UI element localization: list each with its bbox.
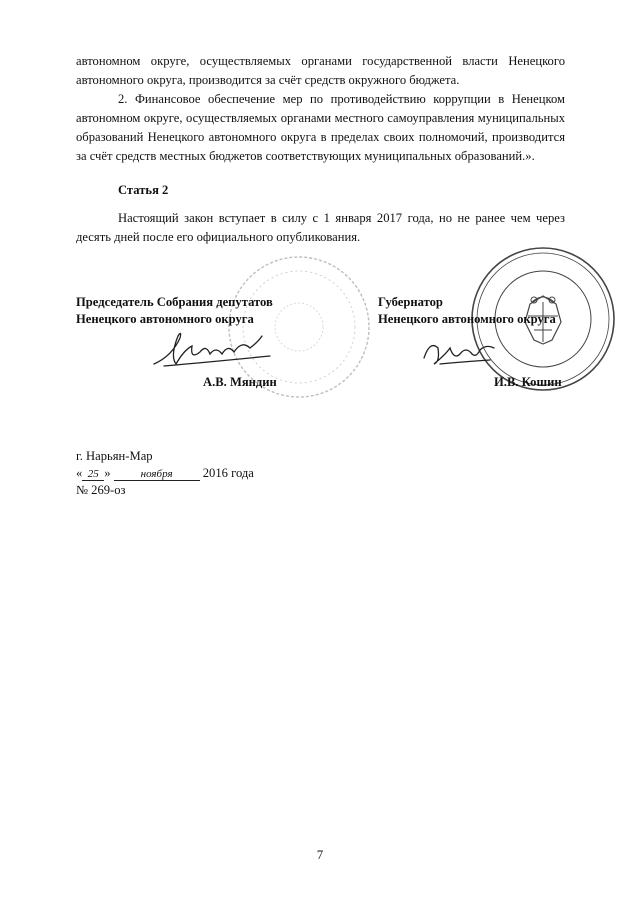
paragraph-article-2: Настоящий закон вступает в силу с 1 января 2017 года, но не ранее чем через десять дней после его официального опубликования.	[76, 211, 565, 244]
right-title-line1: Губернатор	[378, 295, 443, 309]
date-line	[76, 465, 254, 482]
left-title-line1: Председатель Собрания депутатов	[76, 295, 273, 309]
date-month-handwritten: ноября	[114, 468, 200, 481]
left-title-line2: Ненецкого автономного округа	[76, 312, 254, 326]
left-signatory-title	[76, 294, 273, 328]
date-open-quote: «	[76, 466, 83, 480]
paragraph-continuation: автономном округе, осуществляемых органами государственной власти Ненецкого автономного округа, производится за счёт средств окружного бюджета.	[76, 54, 565, 87]
right-signatory-title	[378, 294, 556, 328]
date-close-quote: »	[104, 466, 111, 480]
right-title-line2: Ненецкого автономного округа	[378, 312, 556, 326]
law-number: № 269-оз	[76, 483, 126, 497]
right-signatory-name: И.В. Кошин	[494, 375, 562, 389]
right-signature	[420, 334, 500, 374]
place: г. Нарьян-Мар	[76, 449, 153, 463]
left-signature	[150, 326, 275, 374]
page-number: 7	[316, 848, 324, 862]
paragraph-item-2: 2. Финансовое обеспечение мер по противодействию коррупции в Ненецком автономном округе, осуществляемых органами местного самоуправления муниципальных образований Ненецкого автономного округа в пределах своих полномочий, производится за счёт средств местных бюджетов соответствующих муниципальных образований.».	[76, 92, 565, 163]
left-signatory-name: А.В. Мяндин	[203, 375, 277, 389]
date-day-handwritten: 25	[82, 468, 104, 481]
date-year: 2016 года	[202, 466, 254, 480]
article-heading: Статья 2	[118, 183, 169, 197]
